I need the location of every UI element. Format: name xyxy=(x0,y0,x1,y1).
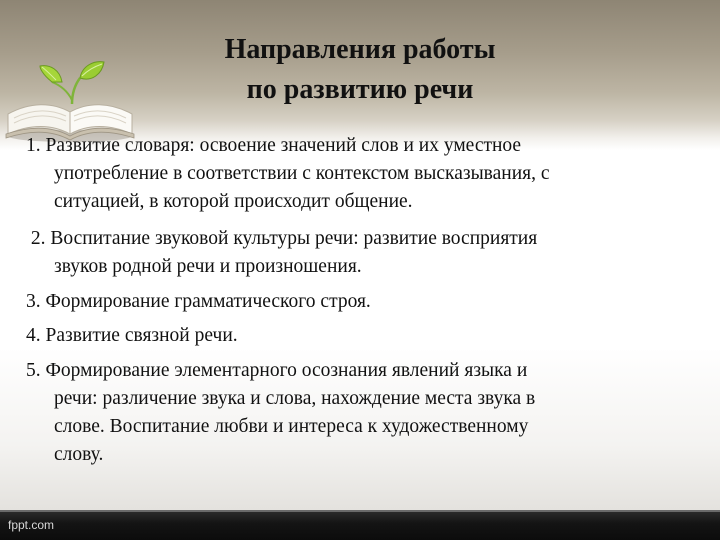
list-item-text: речи: различение звука и слова, нахождение места звука в xyxy=(54,388,536,409)
list-item-text: 4. Развитие связной речи. xyxy=(26,325,238,346)
list-item-text: слову. xyxy=(54,444,104,465)
list-item-text: 3. Формирование грамматического строя. xyxy=(26,291,371,312)
list-item-1 xyxy=(26,132,676,216)
footer-brand: fppt.com xyxy=(8,518,55,532)
footer-bar xyxy=(0,512,720,540)
list-item-text: звуков родной речи и произношения. xyxy=(54,256,362,277)
list-item-text: употребление в соответствии с контекстом высказывания, с xyxy=(54,163,550,184)
list-item-text: 5. Формирование элементарного осознания явлений языка и xyxy=(26,360,528,381)
list-item-text: слове. Воспитание любви и интереса к художественному xyxy=(54,416,529,437)
list-item-2 xyxy=(26,225,676,281)
list-item-text: 1. Развитие словаря: освоение значений слов и их уместное xyxy=(26,135,522,156)
title-line-1: Направления работы xyxy=(224,34,496,65)
list-item-text: ситуацией, в которой происходит общение. xyxy=(54,191,413,212)
list-item-3 xyxy=(26,288,676,316)
title-line-2: по развитию речи xyxy=(246,74,474,105)
list-item-5 xyxy=(26,357,676,469)
list-item-text: 2. Воспитание звуковой культуры речи: развитие восприятия xyxy=(26,228,538,249)
list-item-4 xyxy=(26,322,676,350)
